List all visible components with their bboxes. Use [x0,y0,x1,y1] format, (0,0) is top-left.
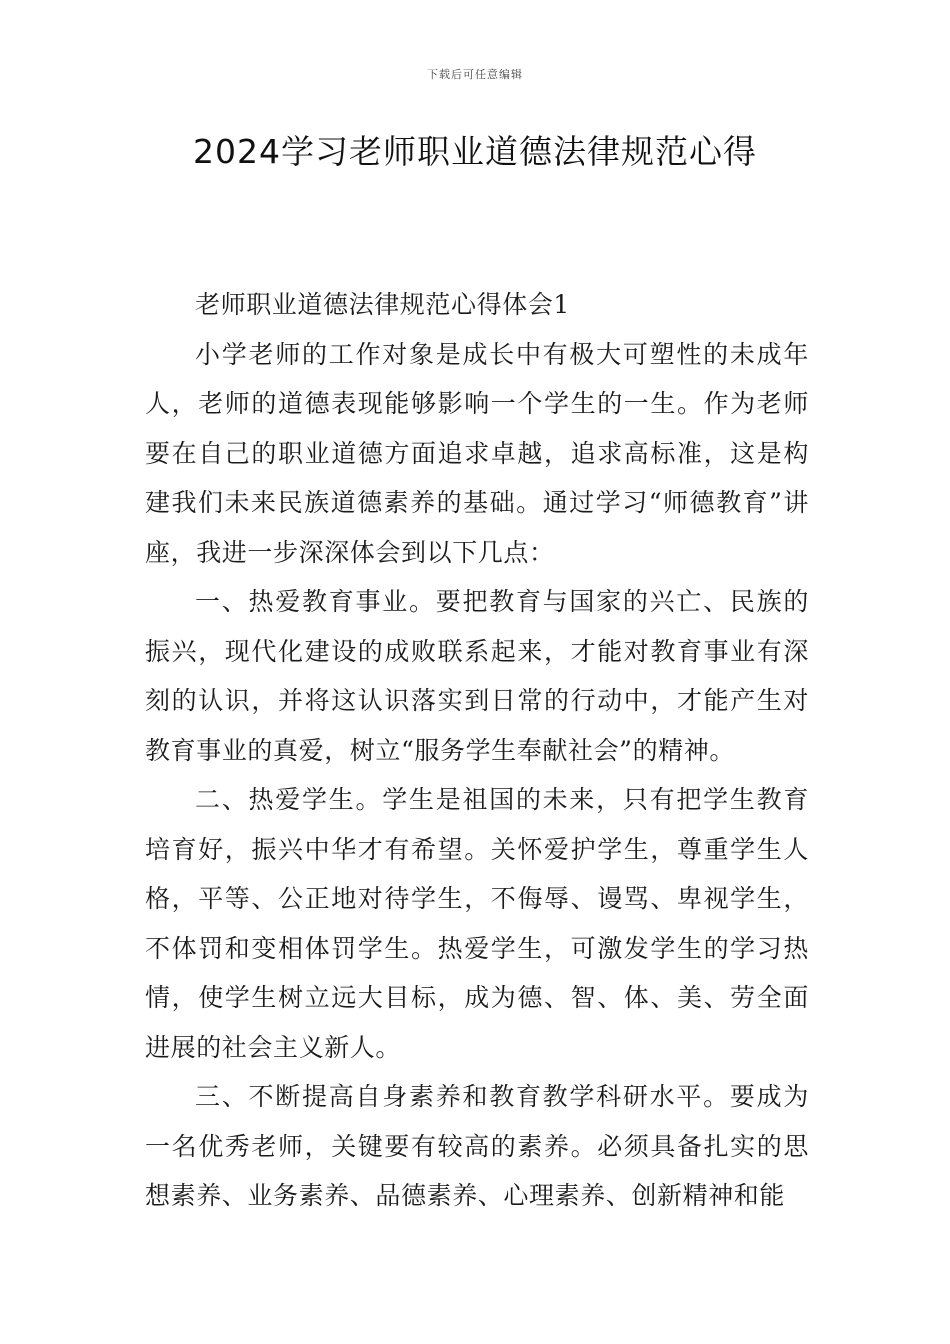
document-title: 2024学习老师职业道德法律规范心得 [193,132,757,171]
paragraph-point-three: 三、不断提高自身素养和教育教学科研水平。要成为一名优秀老师，关键要有较高的素养。必须具备扎实的思想素养、业务素养、品德素养、心理素养、创新精神和能 [145,1082,809,1210]
header-note: 下载后可任意编辑 [427,68,523,81]
paragraph-intro: 小学老师的工作对象是成长中有极大可塑性的未成年人，老师的道德表现能够影响一个学生的一生。作为老师要在自己的职业道德方面追求卓越，追求高标准，这是构建我们未来民族道德素养的基础。通过学习“师德教育”讲座，我进一步深深体会到以下几点： [145,339,809,567]
document-body [145,280,809,1221]
paragraph-subheading: 老师职业道德法律规范心得体会1 [195,290,570,319]
paragraph-point-two: 二、热爱学生。学生是祖国的未来，只有把学生教育培育好，振兴中华才有希望。关怀爱护学生，尊重学生人格，平等、公正地对待学生，不侮辱、谩骂、卑视学生，不体罚和变相体罚学生。热爱学生，可激发学生的学习热情，使学生树立远大目标，成为德、智、体、美、劳全面进展的社会主义新人。 [145,785,809,1062]
paragraph-point-one: 一、热爱教育事业。要把教育与国家的兴亡、民族的振兴，现代化建设的成败联系起来，才能对教育事业有深刻的认识，并将这认识落实到日常的行动中，才能产生对教育事业的真爱，树立“服务学生奉献社会”的精神。 [145,587,809,765]
